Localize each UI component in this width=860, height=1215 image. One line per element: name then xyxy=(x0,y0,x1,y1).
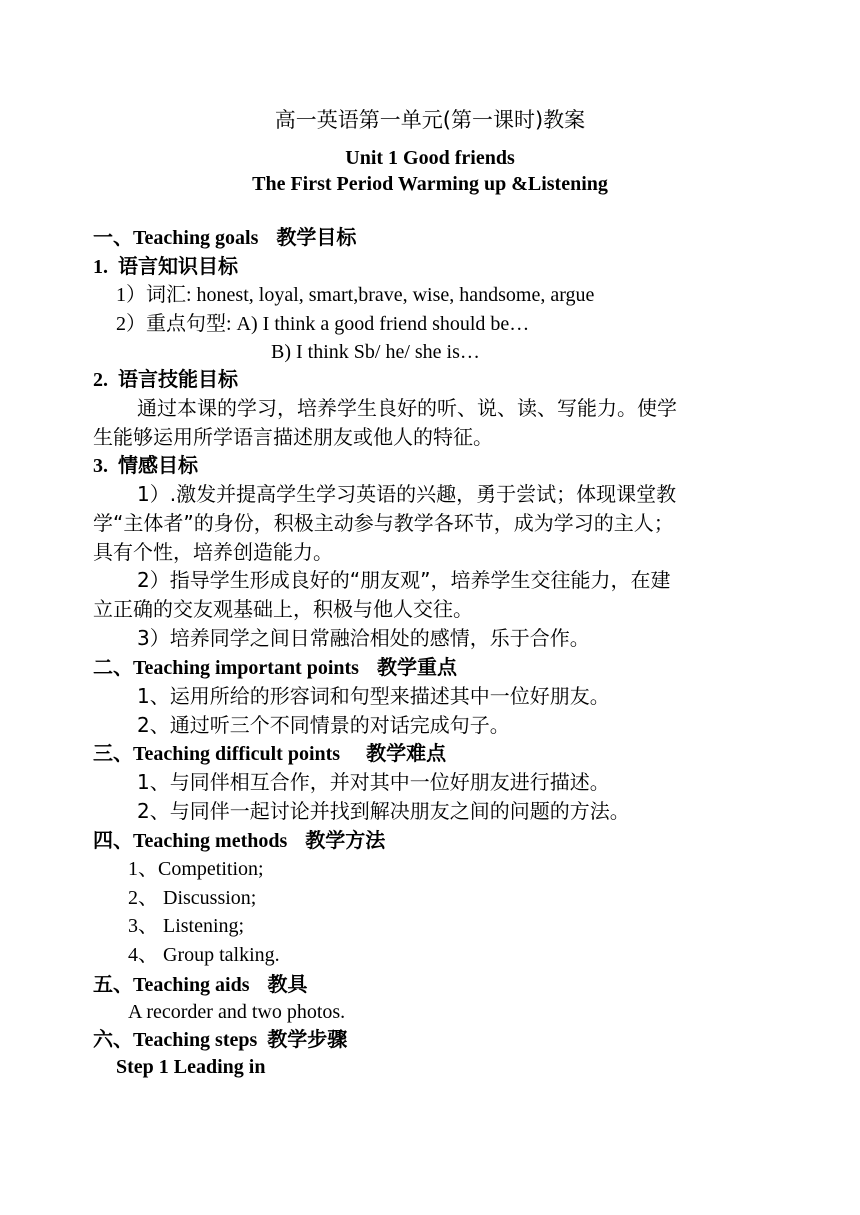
section-title-en: Teaching goals xyxy=(133,227,259,249)
method-item: 1、Competition; xyxy=(128,858,264,880)
difficult-point-item: 1、与同伴相互合作，并对其中一位好朋友进行描述。 xyxy=(137,770,610,794)
section-heading-steps xyxy=(93,1029,347,1050)
section-title-zh: 教学重点 xyxy=(376,655,457,679)
section-number: 六、 xyxy=(93,1027,133,1051)
method-item: 2、 Discussion; xyxy=(128,887,257,909)
section-title-zh: 教学步骤 xyxy=(267,1027,348,1051)
section-number: 二、 xyxy=(93,655,133,679)
difficult-point-item: 2、与同伴一起讨论并找到解决朋友之间的问题的方法。 xyxy=(137,799,630,823)
step-heading: Step 1 Leading in xyxy=(116,1056,266,1078)
section-title-zh: 教学方法 xyxy=(305,828,386,852)
method-item: 3、 Listening; xyxy=(128,915,245,937)
skills-paragraph-line-2: 生能够运用所学语言描述朋友或他人的特征。 xyxy=(93,425,493,449)
section-number: 三、 xyxy=(93,741,133,765)
document-title: 高一英语第一单元(第一课时)教案 xyxy=(274,108,586,132)
pattern-line-a: 2）重点句型: A) I think a good friend should be… xyxy=(116,313,530,335)
section-title-en: Teaching methods xyxy=(133,830,288,852)
sub-number: 3. xyxy=(93,455,108,477)
section-number: 五、 xyxy=(93,972,133,996)
unit-title: Unit 1 Good friends xyxy=(345,147,515,169)
section-title-zh: 教具 xyxy=(267,972,308,996)
section-title-zh: 教学难点 xyxy=(366,741,447,765)
section-title-en: Teaching difficult points xyxy=(133,743,341,765)
section-heading-important-points xyxy=(93,657,457,678)
sub-title: 语言知识目标 xyxy=(118,254,238,278)
subheading-knowledge xyxy=(93,256,238,277)
section-title-en: Teaching steps xyxy=(133,1029,258,1051)
vocab-line: 1）词汇: honest, loyal, smart,brave, wise, handsome, argue xyxy=(116,284,595,306)
sub-number: 2. xyxy=(93,369,108,391)
section-number: 四、 xyxy=(93,828,133,852)
skills-paragraph-line-1: 通过本课的学习，培养学生良好的听、说、读、写能力。使学 xyxy=(137,396,677,420)
pattern-line-b: B) I think Sb/ he/ she is… xyxy=(271,341,480,363)
section-heading-goals xyxy=(93,227,356,248)
section-heading-difficult-points xyxy=(93,743,446,764)
emotion-c-line-1: 3）培养同学之间日常融洽相处的感情，乐于合作。 xyxy=(137,626,590,650)
aids-text: A recorder and two photos. xyxy=(128,1001,346,1023)
important-point-item: 2、通过听三个不同情景的对话完成句子。 xyxy=(137,713,510,737)
section-heading-methods xyxy=(93,830,385,851)
section-title-en: Teaching aids xyxy=(133,974,250,996)
section-number: 一、 xyxy=(93,225,133,249)
period-title: The First Period Warming up &Listening xyxy=(252,173,608,195)
sub-title: 情感目标 xyxy=(118,453,198,477)
emotion-b-line-1: 2）指导学生形成良好的“朋友观”，培养学生交往能力，在建 xyxy=(137,568,671,592)
section-title-en: Teaching important points xyxy=(133,657,359,679)
section-title-zh: 教学目标 xyxy=(276,225,357,249)
section-heading-aids xyxy=(93,974,308,995)
subheading-skills xyxy=(93,369,238,390)
emotion-a-line-1: 1）.激发并提高学生学习英语的兴趣，勇于尝试；体现课堂教 xyxy=(137,482,677,506)
sub-number: 1. xyxy=(93,256,108,278)
sub-title: 语言技能目标 xyxy=(118,367,238,391)
emotion-b-line-2: 立正确的交友观基础上，积极与他人交往。 xyxy=(93,597,473,621)
important-point-item: 1、运用所给的形容词和句型来描述其中一位好朋友。 xyxy=(137,684,610,708)
method-item: 4、 Group talking. xyxy=(128,944,280,966)
subheading-emotion xyxy=(93,455,198,476)
emotion-a-line-3: 具有个性，培养创造能力。 xyxy=(93,540,333,564)
emotion-a-line-2: 学“主体者”的身份，积极主动参与教学各环节，成为学习的主人； xyxy=(93,511,674,535)
